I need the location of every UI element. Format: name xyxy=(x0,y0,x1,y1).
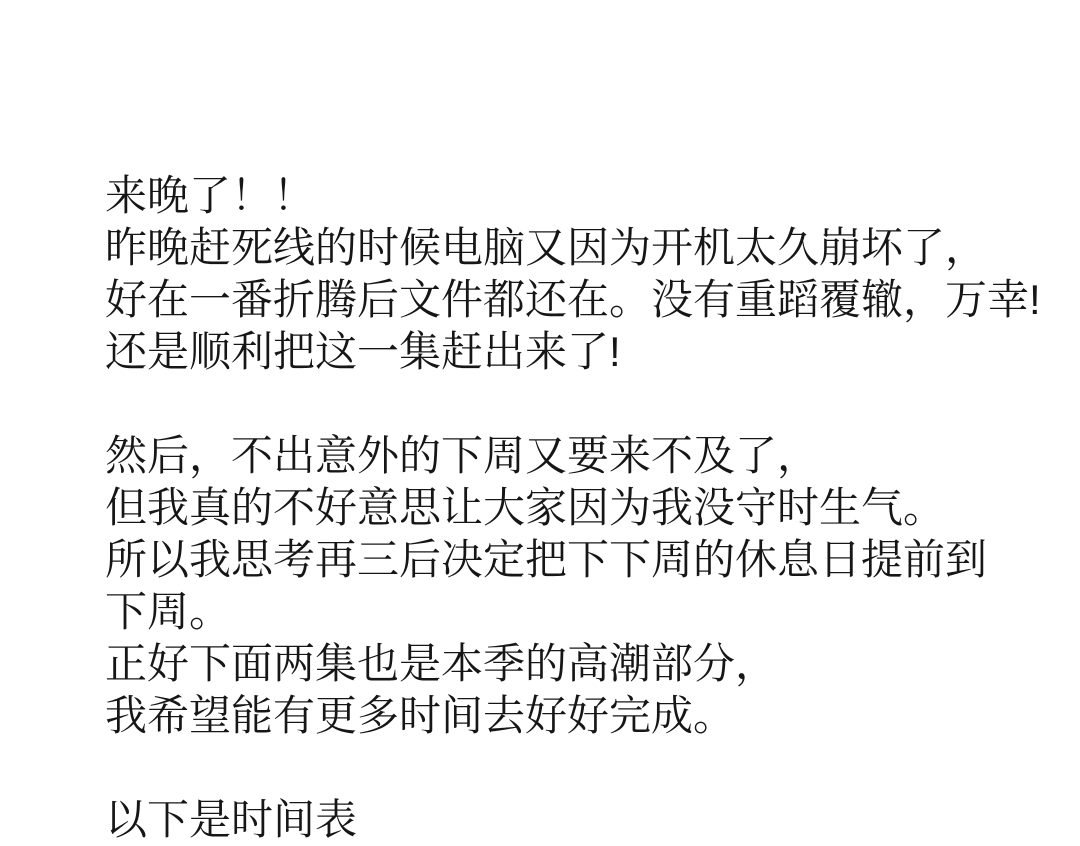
note-line: 昨晚赶死线的时候电脑又因为开机太久崩坏了， xyxy=(105,224,988,271)
note-line: 然后，不出意外的下周又要来不及了， xyxy=(105,432,820,479)
note-line: 下周。 xyxy=(105,588,232,635)
note-line: 以下是时间表 xyxy=(105,796,358,843)
note-line xyxy=(105,378,1065,430)
note-line: 所以我思考再三后决定把下下周的休息日提前到 xyxy=(105,536,988,583)
note-line: 好在一番折腾后文件都还在。没有重蹈覆辙，万幸! xyxy=(105,276,1041,323)
note-line xyxy=(105,742,1065,794)
note-line: 我希望能有更多时间去好好完成。 xyxy=(105,692,736,739)
note-line: 来晚了！！ xyxy=(105,172,316,219)
note-text xyxy=(105,170,1065,846)
note-line: 正好下面两集也是本季的高潮部分， xyxy=(105,640,778,687)
note-line: 还是顺利把这一集赶出来了! xyxy=(105,328,621,375)
note-line: 但我真的不好意思让大家因为我没守时生气。 xyxy=(105,484,946,531)
